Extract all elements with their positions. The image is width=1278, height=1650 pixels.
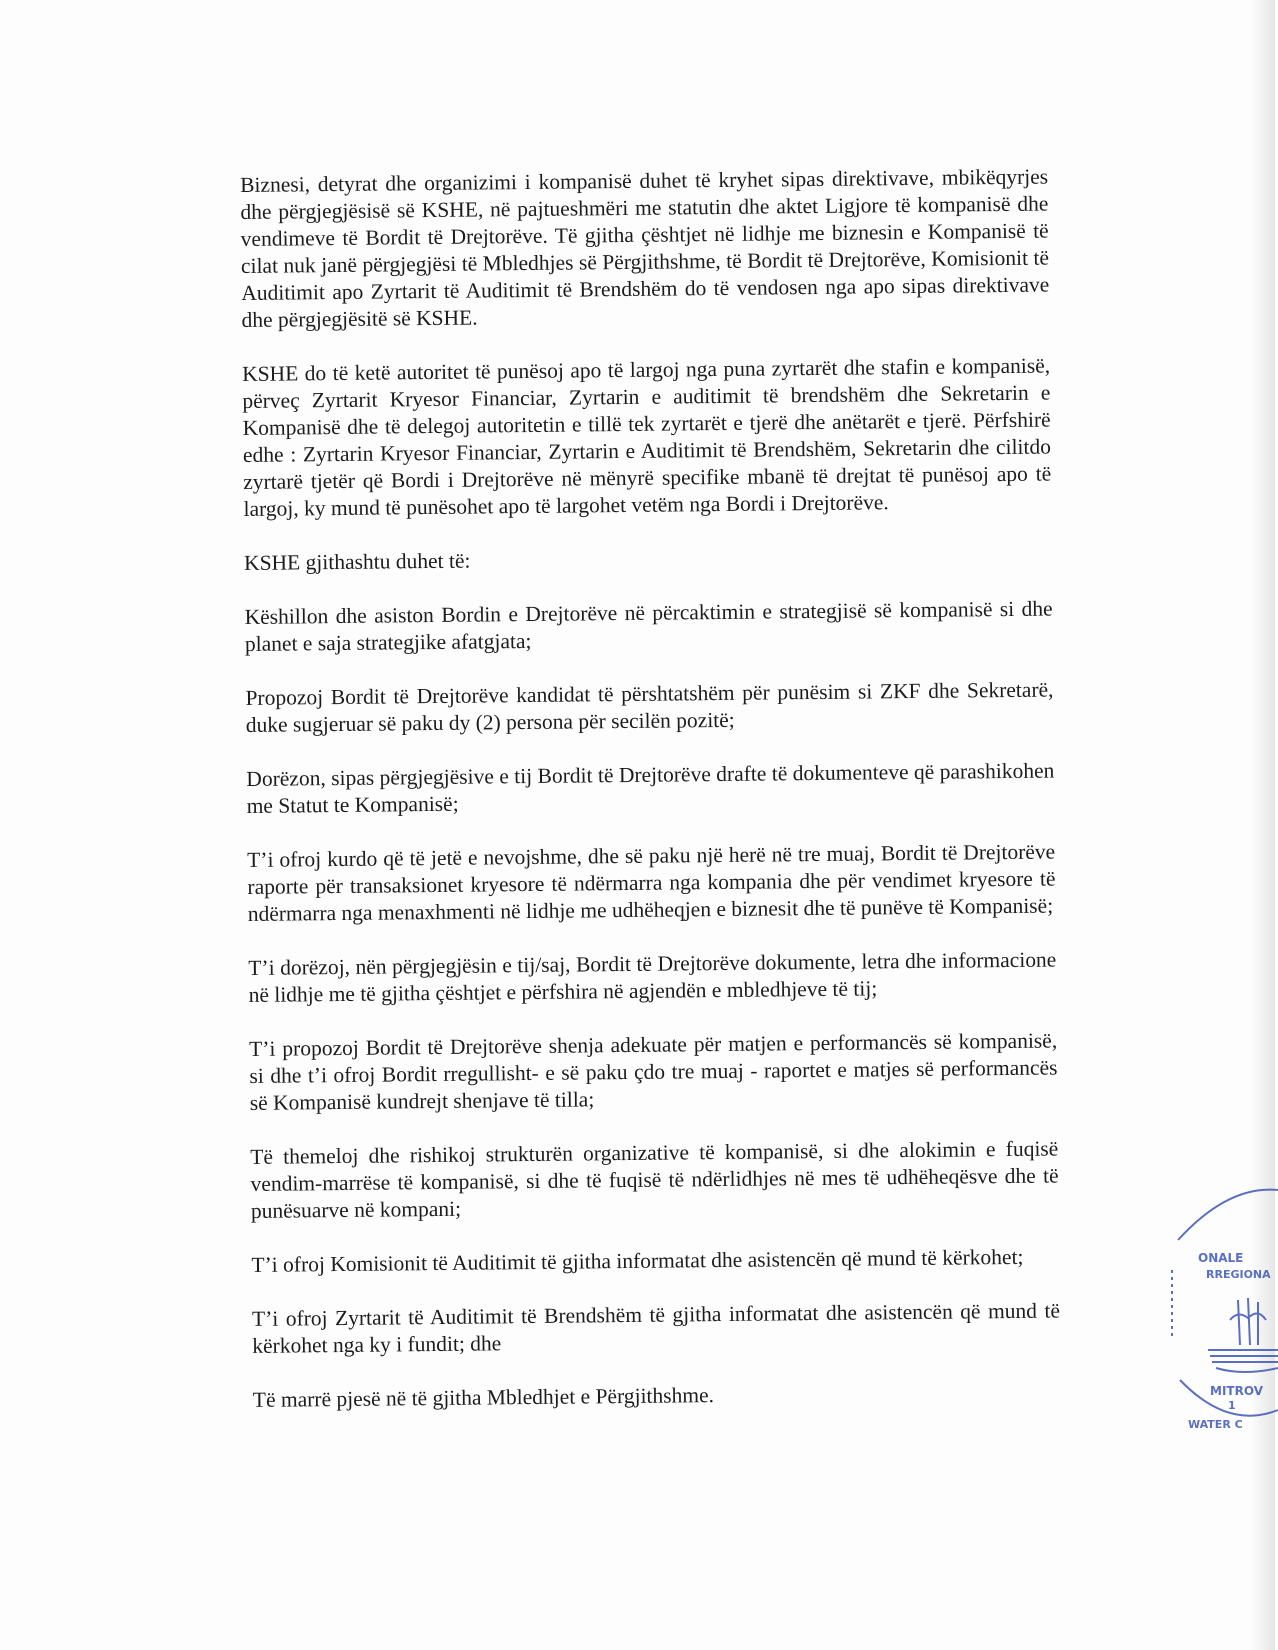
document-body — [240, 164, 1061, 1441]
paragraph-duty-submit-drafts: Dorëzon, sipas përgjegjësive e tij Bordit të Drejtorëve drafte të dokumenteve që parashikohen me Statut te Kompanisë; — [246, 758, 1055, 818]
paragraph-duty-quarterly-reports: T’i ofroj kurdo që të jetë e nevojshme, dhe së paku një herë në tre muaj, Bordit të Drejtorëve raporte për transaksionet kryesore të ndërmarra nga kompania dhe për vendimet kryesore të ndërmarra nga menaxhmenti në lidhje me udhëheqjen e biznesit dhe të punëve të Kompanisë; — [247, 839, 1056, 926]
paragraph-duty-internal-audit: T’i ofroj Zyrtarit të Auditimit të Brendshëm të gjitha informatat dhe asistencën që mund të kërkohet nga ky i fundit; dhe — [251, 1298, 1061, 1358]
paragraph-duty-audit-committee: T’i ofroj Komisionit të Auditimit të gjitha informatat dhe asistencën që mund të kërkohet; — [251, 1244, 1024, 1277]
stamp-emblem-icon — [1208, 1298, 1278, 1372]
company-stamp — [1168, 1180, 1278, 1431]
paragraph-kshe-also-must: KSHE gjithashtu duhet të: — [243, 548, 471, 575]
paragraph-duty-submit-documents: T’i dorëzoj, nën përgjegjësin e tij/saj, Bordit të Drejtorëve dokumente, letra dhe informacione në lidhje me të gjitha çështjet e përfshira në agjendën e mbledhjeve të tij; — [248, 947, 1057, 1007]
stamp-top-text: ONALE — [1198, 1251, 1244, 1265]
paragraph-duty-propose-candidates: Propozoj Bordit të Drejtorëve kandidat të përshtatshëm për punësim si ZKF dhe Sekretarë, duke sugjeruar së paku dy (2) persona për secilën pozitë; — [245, 677, 1054, 737]
paragraph-business-directives: Biznesi, detyrat dhe organizimi i kompanisë duhet të kryhet sipas direktivave, mbikëqyrjes dhe përgjegjësisë së KSHE, në pajtueshmëri me statutin dhe aktet Ligjore të kompanisë dhe vendimeve të Bordit të Drejtorëve. Të gjitha çështjet në lidhje me biznesin e Kompanisë të cilat nuk janë përgjegjësi të Mbledhjes së Përgjithshme, të Bordit të Drejtorëve, Komisionit të Auditimit apo Zyrtarit të Auditimit të Brendshëm do të vendosen nga apo sipas direktivave dhe përgjegjësitë së KSHE. — [240, 164, 1050, 332]
paragraph-kshe-authority: KSHE do të ketë autoritet të punësoj apo të largoj nga puna zyrtarët dhe stafin e kompanisë, përveç Zyrtarit Kryesor Financiar, Zyrtarin e auditimit të brendshëm dhe Sekretarin e Kompanisë dhe të delegoj autoritetin e tillë tek zyrtarët e tjerë dhe anëtarët e tjerë. Përfshirë edhe : Zyrtarin Kryesor Financiar, Zyrtarin e Auditimit të Brendshëm, Sekretarin dhe cilitdo zyrtarë tjetër që Bordi i Drejtorëve në mënyrë specifike mbanë të drejtat të punësoj apo të largoj, ky mund të punësohet apo të largohet vetëm nga Bordi i Drejtorëve. — [241, 353, 1052, 521]
stamp-second-text: RREGIONA — [1206, 1268, 1271, 1281]
stamp-city-text: MITROV — [1210, 1384, 1263, 1398]
stamp-number-text: 1 — [1228, 1399, 1236, 1412]
paragraph-duty-general-meetings: Të marrë pjesë në të gjitha Mbledhjet e Përgjithshme. — [252, 1383, 715, 1412]
stamp-bottom-text: WATER C — [1188, 1418, 1243, 1431]
paragraph-duty-organizational-structure: Të themeloj dhe rishikoj strukturën organizative të kompanisë, si dhe alokimin e fuqisë vendim-marrëse të kompanisë, si dhe të fuqisë të ndërlidhjes në mes të udhëheqësve dhe të punësuarve në kompani; — [250, 1136, 1059, 1223]
paragraph-duty-performance-indicators: T’i propozoj Bordit të Drejtorëve shenja adekuate për matjen e performancës së kompanisë, si dhe t’i ofroj Bordit rregullisht- e së paku çdo tre muaj - raportet e matjes së performancës së Kompanisë kundrejt shenjave të tilla; — [249, 1028, 1058, 1115]
paragraph-duty-strategy: Këshillon dhe asiston Bordin e Drejtorëve në përcaktimin e strategjisë së kompanisë si dhe planet e saja strategjike afatgjata; — [244, 596, 1053, 656]
